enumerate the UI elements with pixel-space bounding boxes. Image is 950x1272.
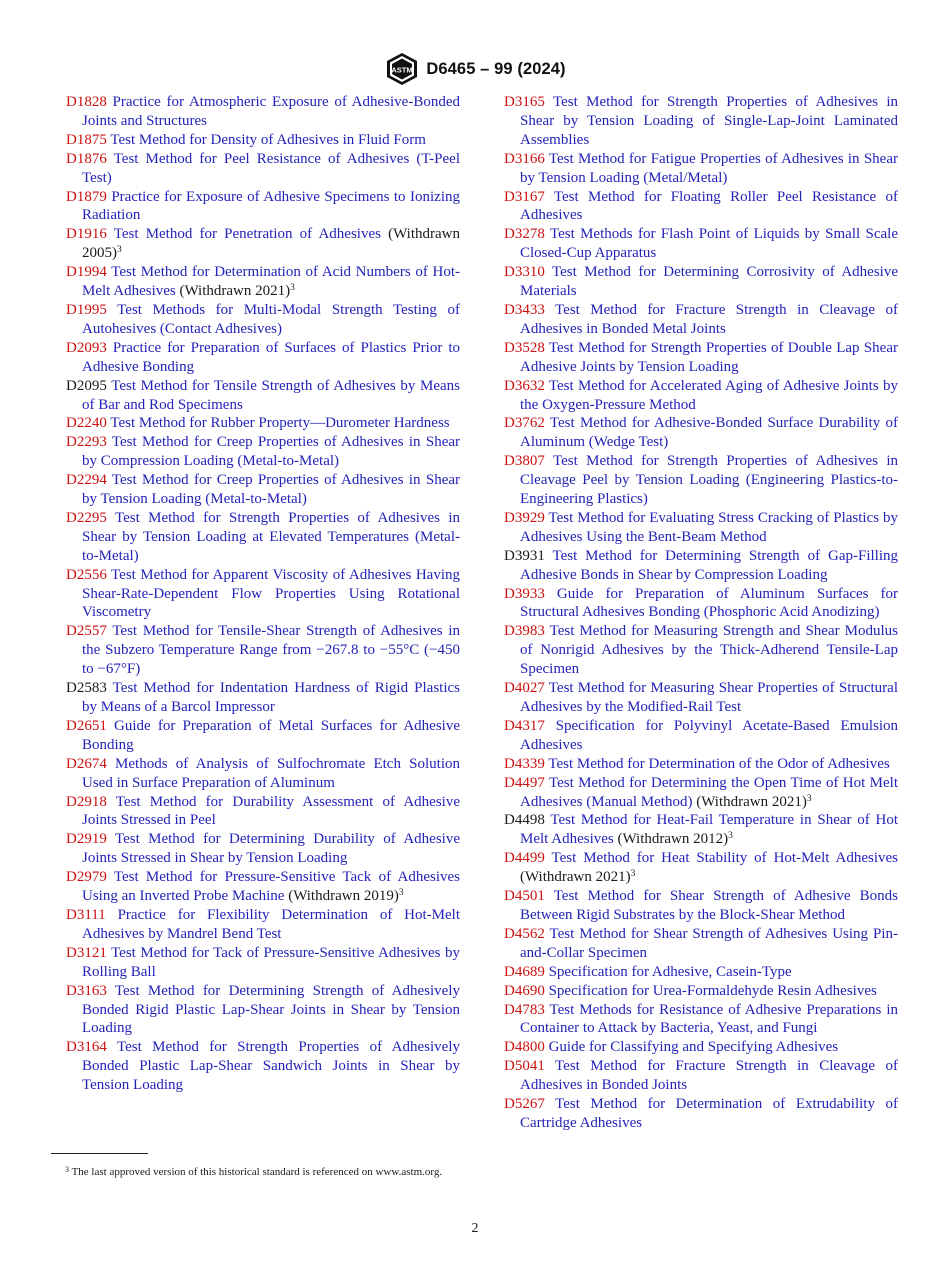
reference-entry xyxy=(504,774,898,812)
withdrawn-note: (Withdrawn 2021) xyxy=(175,283,291,300)
standard-code-link[interactable]: D3983 xyxy=(504,623,545,640)
standard-title-link[interactable]: Test Method for Tensile Strength of Adhesives by Means of Bar and Rod Specimens xyxy=(82,377,460,413)
standard-code-link[interactable]: D3632 xyxy=(504,377,545,394)
standard-title-link[interactable]: Test Method for Peel Resistance of Adhesives (T-Peel Test) xyxy=(82,150,460,186)
standard-designation: D6465 – 99 (2024) xyxy=(426,59,566,78)
standard-code-link[interactable]: D4027 xyxy=(504,680,545,697)
standard-title-link[interactable]: Test Method for Indentation Hardness of Rigid Plastics by Means of a Barcol Impressor xyxy=(82,680,461,715)
reference-entry xyxy=(504,849,898,887)
reference-entry xyxy=(504,1001,898,1039)
standard-code-link[interactable]: D2093 xyxy=(66,339,107,356)
reference-entry xyxy=(66,906,460,944)
standard-title-link[interactable]: Methods of Analysis of Sulfochromate Etch Solution Used in Surface Preparation of Aluminum xyxy=(82,755,461,791)
reference-entry xyxy=(66,679,460,717)
reference-entry xyxy=(504,1038,898,1057)
reference-entry xyxy=(66,755,460,793)
reference-entry xyxy=(504,982,898,1001)
reference-entry xyxy=(504,679,898,717)
reference-entry xyxy=(66,793,460,831)
page-number: 2 xyxy=(471,1221,479,1236)
reference-entry xyxy=(504,509,898,547)
standard-title-link[interactable]: Test Method for Penetration of Adhesives xyxy=(113,226,381,243)
standard-code-link[interactable]: D3929 xyxy=(504,509,545,526)
footnote-text: The last approved version of this historical standard is referenced on www.astm.org. xyxy=(71,1166,443,1178)
standard-title-link[interactable]: Test Method for Durability Assessment of Adhesive Joints Stressed in Peel xyxy=(82,793,460,829)
standard-code-link[interactable]: D4690 xyxy=(504,982,545,999)
standard-code-link[interactable]: D1876 xyxy=(66,150,107,167)
standard-code-link[interactable]: D3933 xyxy=(504,585,545,602)
withdrawn-note: (Withdrawn 2005) xyxy=(82,226,461,262)
standard-title-link[interactable]: Test Method for Adhesive-Bonded Surface Durability of Aluminum (Wedge Test) xyxy=(520,415,898,451)
standard-title-link[interactable]: Practice for Preparation of Surfaces of Plastics Prior to Adhesive Bonding xyxy=(82,339,460,375)
footnote-mark: 3 xyxy=(65,1165,69,1174)
standard-title-link[interactable]: Test Method for Rubber Property—Durometer Hardness xyxy=(110,415,450,432)
standard-code-link[interactable]: D3163 xyxy=(66,982,107,999)
standard-title-link[interactable]: Guide for Preparation of Aluminum Surfaces for Structural Adhesives Bonding (Phosphoric Acid Anodizing) xyxy=(520,585,899,621)
reference-entry xyxy=(66,414,460,433)
reference-entry xyxy=(66,150,460,188)
reference-entry xyxy=(504,225,898,263)
standard-code-link[interactable]: D5267 xyxy=(504,1096,545,1113)
withdrawn-note: (Withdrawn 2012) xyxy=(613,831,729,848)
standard-title-link[interactable]: Test Method for Pressure-Sensitive Tack of Adhesives Using an Inverted Probe Machine xyxy=(82,869,460,905)
standard-code-link[interactable]: D3165 xyxy=(504,94,545,110)
reference-entry xyxy=(66,717,460,755)
standard-title-link[interactable]: Specification for Adhesive, Casein-Type xyxy=(548,963,792,980)
standard-code-link[interactable]: D2556 xyxy=(66,566,107,583)
standard-title-link[interactable]: Test Method for Measuring Strength and Shear Modulus of Nonrigid Adhesives by the Thick-Adherend Tensile-Lap Specimen xyxy=(520,623,898,678)
right-reference-column xyxy=(504,93,898,1133)
standard-title-link[interactable]: Test Method for Creep Properties of Adhesives in Shear by Tension Loading (Metal-to-Metal) xyxy=(82,472,461,508)
reference-entry xyxy=(504,963,898,982)
standard-title-link[interactable]: Test Method for Determining the Open Time of Hot Melt Adhesives (Manual Method) xyxy=(520,774,898,810)
standard-code-link[interactable]: D1879 xyxy=(66,188,107,205)
withdrawn-note: (Withdrawn 2021) xyxy=(692,793,807,810)
footnote xyxy=(51,1162,461,1180)
standard-title-link[interactable]: Test Method for Creep Properties of Adhesives in Shear by Compression Loading (Metal-to-Metal) xyxy=(82,434,461,470)
reference-entry xyxy=(504,377,898,415)
reference-entry xyxy=(66,131,460,150)
standard-code-link[interactable]: D3111 xyxy=(66,906,106,923)
astm-logo-icon xyxy=(384,52,420,86)
standard-title-link[interactable]: Guide for Preparation of Metal Surfaces for Adhesive Bonding xyxy=(82,717,461,753)
standard-title-link[interactable]: Test Method for Tack of Pressure-Sensitive Adhesives by Rolling Ball xyxy=(82,944,460,980)
reference-entry xyxy=(66,622,460,679)
standard-code-link[interactable]: D3310 xyxy=(504,264,545,281)
standard-code-link[interactable]: D2240 xyxy=(66,415,107,432)
standard-title-link[interactable]: Test Method for Determination of Extrudability of Cartridge Adhesives xyxy=(520,1096,898,1131)
reference-entry xyxy=(66,471,460,509)
reference-entry xyxy=(66,225,460,263)
standard-title-link[interactable]: Test Method for Strength Properties of Double Lap Shear Adhesive Joints by Tension Loading xyxy=(520,339,898,375)
standard-code-link[interactable]: D4497 xyxy=(504,774,545,791)
standard-title-link[interactable]: Practice for Flexibility Determination of Hot-Melt Adhesives by Mandrel Bend Test xyxy=(82,906,461,942)
standard-title-link[interactable]: Test Methods for Resistance of Adhesive Preparations in Container to Attack by Bacteria, Yeast, and Fungi xyxy=(520,1001,898,1037)
reference-entry xyxy=(504,301,898,339)
reference-entry xyxy=(504,188,898,226)
footnote-reference[interactable]: 3 xyxy=(398,888,404,899)
reference-entry xyxy=(66,433,460,471)
standard-title-link[interactable]: Test Method for Strength Properties of Adhesively Bonded Plastic Lap-Shear Sandwich Joints in Shear by Tension Loading xyxy=(82,1039,460,1094)
footnote-divider xyxy=(51,1153,148,1154)
standard-code-link[interactable]: D3121 xyxy=(66,944,107,961)
left-reference-column xyxy=(66,93,460,1095)
reference-entry xyxy=(504,93,898,150)
footnote-reference[interactable]: 3 xyxy=(630,869,636,880)
standard-title-link[interactable]: Test Method for Floating Roller Peel Resistance of Adhesives xyxy=(520,188,898,224)
reference-entry xyxy=(504,150,898,188)
reference-entry xyxy=(504,717,898,755)
reference-entry xyxy=(66,339,460,377)
withdrawn-note: (Withdrawn 2021) xyxy=(520,869,631,886)
standard-code-link: D2095 xyxy=(66,377,107,394)
standard-code-link[interactable]: D3167 xyxy=(504,188,545,205)
standard-title-link[interactable]: Test Method for Determination of the Odor of Adhesives xyxy=(548,755,890,772)
reference-entry xyxy=(66,944,460,982)
reference-entry xyxy=(66,1038,460,1095)
standard-code-link[interactable]: D3528 xyxy=(504,339,545,356)
standard-code-link[interactable]: D3166 xyxy=(504,150,545,167)
standard-code-link[interactable]: D4499 xyxy=(504,850,545,867)
standard-code-link[interactable]: D1994 xyxy=(66,264,107,281)
standard-title-link[interactable]: Test Method for Tensile-Shear Strength of Adhesives in the Subzero Temperature Range from −267.8 to −55°C (−450 to −67°F) xyxy=(82,623,460,678)
reference-entry xyxy=(66,509,460,566)
standard-code-link[interactable]: D1875 xyxy=(66,131,107,148)
reference-entry xyxy=(504,414,898,452)
standard-title-link[interactable]: Test Method for Shear Strength of Adhesives Using Pin-and-Collar Specimen xyxy=(520,925,899,961)
footnote-reference[interactable]: 3 xyxy=(117,245,122,256)
standard-code-link[interactable]: D5041 xyxy=(504,1058,545,1075)
logo-text: ASTM xyxy=(391,65,413,75)
standard-code-link[interactable]: D4339 xyxy=(504,755,545,772)
reference-entry xyxy=(504,1057,898,1095)
standard-code-link[interactable]: D1828 xyxy=(66,94,107,110)
standard-title-link[interactable]: Test Method for Determining Durability of Adhesive Joints Stressed in Shear by Tension Loading xyxy=(82,831,460,867)
standard-code-link[interactable]: D2919 xyxy=(66,831,107,848)
standard-title-link[interactable]: Test Method for Fatigue Properties of Adhesives in Shear by Tension Loading (Metal/Metal) xyxy=(520,150,898,186)
standard-code-link[interactable]: D2918 xyxy=(66,793,107,810)
footnote-reference[interactable]: 3 xyxy=(728,831,733,842)
standard-code-link[interactable]: D2674 xyxy=(66,755,107,772)
standard-code-link[interactable]: D4783 xyxy=(504,1001,545,1018)
reference-entry xyxy=(504,263,898,301)
standard-code-link: D2583 xyxy=(66,680,107,697)
standard-code-link[interactable]: D2294 xyxy=(66,472,107,489)
standard-title-link[interactable]: Test Method for Measuring Shear Properties of Structural Adhesives by the Modified-Rail Test xyxy=(520,680,899,715)
standard-code-link: D4498 xyxy=(504,812,545,829)
standard-code-link[interactable]: D2293 xyxy=(66,434,107,451)
standard-title-link[interactable]: Test Method for Determining Strength of Gap-Filling Adhesive Bonds in Shear by Compression Loading xyxy=(520,547,898,583)
standard-code-link[interactable]: D2557 xyxy=(66,623,107,640)
standard-title-link[interactable]: Specification for Urea-Formaldehyde Resin Adhesives xyxy=(548,982,877,999)
standard-title-link[interactable]: Practice for Exposure of Adhesive Specimens to Ionizing Radiation xyxy=(82,188,460,224)
standard-title-link[interactable]: Test Method for Shear Strength of Adhesive Bonds Between Rigid Substrates by the Block-Shear Method xyxy=(520,888,899,923)
reference-entry xyxy=(504,1095,898,1133)
reference-entry xyxy=(66,566,460,623)
withdrawn-note: (Withdrawn 2019) xyxy=(284,888,399,905)
reference-entry xyxy=(66,301,460,339)
page-header xyxy=(0,52,950,86)
standard-title-link[interactable]: Test Method for Determining Strength of Adhesively Bonded Rigid Plastic Lap-Shear Joints in Shear by Tension Loading xyxy=(82,982,460,1037)
standard-code-link[interactable]: D4501 xyxy=(504,888,545,905)
standard-code-link[interactable]: D2295 xyxy=(66,509,107,526)
reference-entry xyxy=(66,188,460,226)
standard-title-link[interactable]: Test Method for Determination of Acid Numbers of Hot-Melt Adhesives xyxy=(82,264,460,300)
standard-title-link[interactable]: Test Methods for Flash Point of Liquids by Small Scale Closed-Cup Apparatus xyxy=(520,226,899,262)
reference-entry xyxy=(504,339,898,377)
standard-code-link[interactable]: D4562 xyxy=(504,925,545,942)
reference-entry xyxy=(504,887,898,925)
standard-title-link[interactable]: Test Method for Density of Adhesives in Fluid Form xyxy=(110,131,426,148)
standard-title-link[interactable]: Test Methods for Multi-Modal Strength Testing of Autohesives (Contact Adhesives) xyxy=(82,301,460,337)
standard-title-link[interactable]: Test Method for Evaluating Stress Cracking of Plastics by Adhesives Using the Bent-Beam Method xyxy=(520,509,899,545)
standard-title-link[interactable]: Guide for Classifying and Specifying Adhesives xyxy=(548,1039,839,1056)
reference-entry xyxy=(504,925,898,963)
standard-code-link[interactable]: D1916 xyxy=(66,226,107,243)
standard-code-link: D3931 xyxy=(504,547,545,564)
standard-code-link[interactable]: D1995 xyxy=(66,301,107,318)
reference-entry xyxy=(66,868,460,906)
standard-code-link[interactable]: D4800 xyxy=(504,1039,545,1056)
footnote-reference[interactable]: 3 xyxy=(290,283,295,294)
reference-entry xyxy=(504,811,898,849)
standard-code-link[interactable]: D2651 xyxy=(66,717,107,734)
standard-code-link[interactable]: D3278 xyxy=(504,226,545,243)
standard-title-link[interactable]: Test Method for Fracture Strength in Cleavage of Adhesives in Bonded Joints xyxy=(520,1058,899,1094)
standard-code-link[interactable]: D3164 xyxy=(66,1039,107,1056)
standard-title-link[interactable]: Test Method for Determining Corrosivity of Adhesive Materials xyxy=(520,264,898,300)
reference-entry xyxy=(66,982,460,1039)
standard-title-link[interactable]: Test Method for Fracture Strength in Cleavage of Adhesives in Bonded Metal Joints xyxy=(520,301,899,337)
standard-title-link[interactable]: Practice for Atmospheric Exposure of Adhesive-Bonded Joints and Structures xyxy=(82,94,460,129)
standard-title-link[interactable]: Test Method for Heat-Fail Temperature in Shear of Hot Melt Adhesives xyxy=(520,812,898,848)
reference-entry xyxy=(66,830,460,868)
reference-entry xyxy=(504,585,898,623)
standard-title-link[interactable]: Specification for Polyvinyl Acetate-Based Emulsion Adhesives xyxy=(520,717,898,753)
reference-entry xyxy=(66,377,460,415)
reference-entry xyxy=(504,755,898,774)
reference-entry xyxy=(66,263,460,301)
standard-title-link[interactable]: Test Method for Strength Properties of Adhesives in Cleavage Peel by Tension Loading (Engineering Plastics-to-Engineering Plastics) xyxy=(520,453,898,508)
standard-code-link[interactable]: D4689 xyxy=(504,963,545,980)
reference-entry xyxy=(504,547,898,585)
standard-code-link[interactable]: D2979 xyxy=(66,869,107,886)
standard-code-link[interactable]: D3433 xyxy=(504,301,545,318)
standard-title-link[interactable]: Test Method for Heat Stability of Hot-Melt Adhesives xyxy=(551,850,898,867)
standard-code-link[interactable]: D4317 xyxy=(504,717,545,734)
standard-code-link[interactable]: D3762 xyxy=(504,415,545,432)
reference-entry xyxy=(504,622,898,679)
standard-title-link[interactable]: Test Method for Apparent Viscosity of Adhesives Having Shear-Rate-Dependent Flow Properties Using Rotational Viscometry xyxy=(82,566,460,621)
footnote-reference[interactable]: 3 xyxy=(806,793,812,804)
standard-title-link[interactable]: Test Method for Strength Properties of Adhesives in Shear by Tension Loading of Single-Lap-Joint Laminated Assemblies xyxy=(520,94,898,148)
reference-entry xyxy=(504,452,898,509)
standard-code-link[interactable]: D3807 xyxy=(504,453,545,470)
standard-title-link[interactable]: Test Method for Strength Properties of Adhesives in Shear by Tension Loading at Elevated Temperatures (Metal-to-Metal) xyxy=(82,509,460,564)
standard-title-link[interactable]: Test Method for Accelerated Aging of Adhesive Joints by the Oxygen-Pressure Method xyxy=(520,377,898,413)
reference-entry xyxy=(66,93,460,131)
